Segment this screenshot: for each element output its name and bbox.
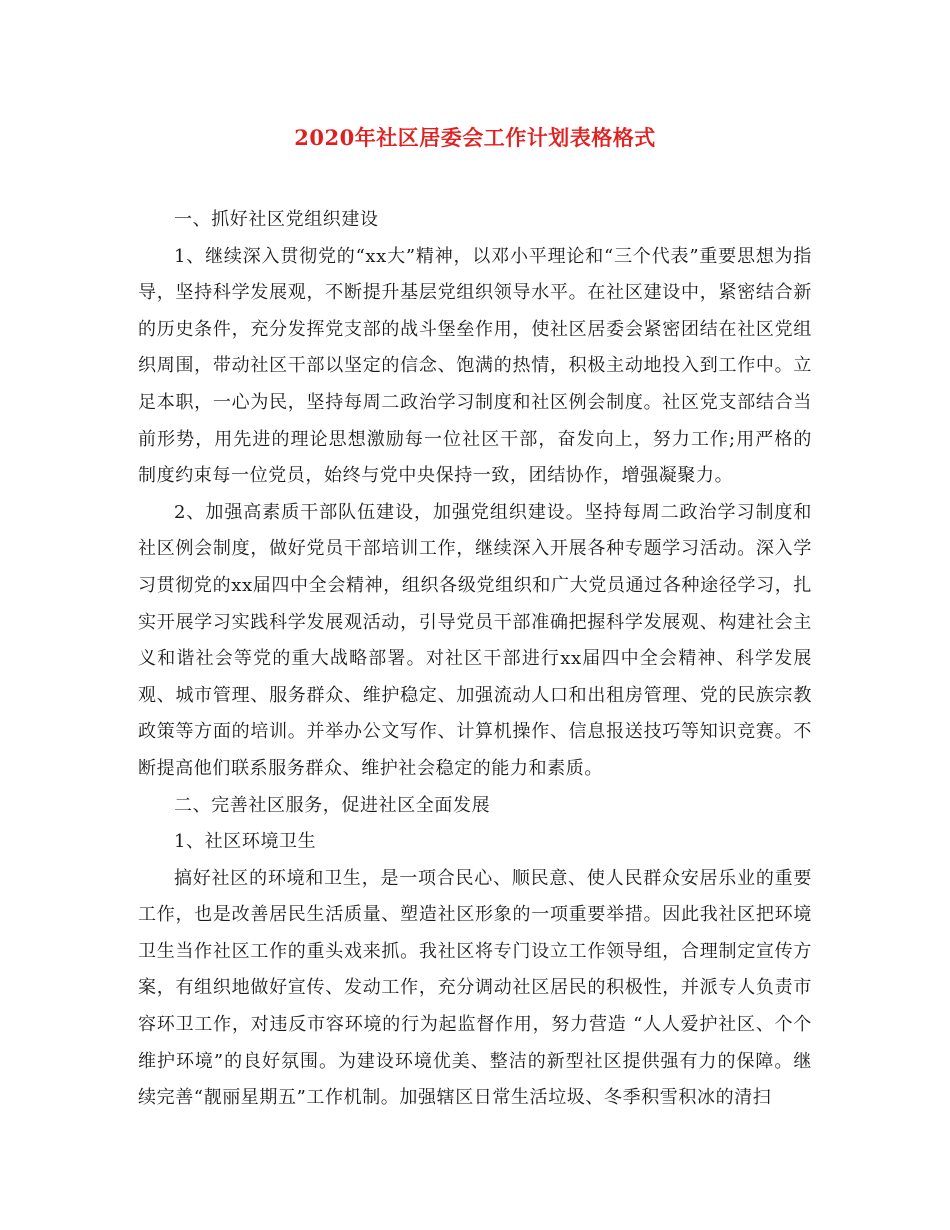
section-heading-party-building: 一、抓好社区党组织建设 — [174, 209, 379, 230]
document-title: 2020年社区居委会工作计划表格格式 — [294, 125, 656, 150]
paragraph-party-guidance: 1、继续深入贯彻党的“xx大”精神，以邓小平理论和“三个代表”重要思想为指导，坚持科学发展观，不断提升基层党组织领导水平。在社区建设中，紧密结合新的历史条件，充分发挥党支部的战斗堡垒作用，使社区居委会紧密团结在社区党组织周围，带动社区干部以坚定的信念、饱满的热情，积极主动地投入到工作中。立足本职，一心为民，坚持每周二政治学习制度和社区例会制度。社区党支部结合当前形势，用先进的理论思想激励每一位社区干部，奋发向上，努力工作;用严格的制度约束每一位党员，始终与党中央保持一致，团结协作，增强凝聚力。 — [138, 245, 812, 487]
paragraph-cadre-training: 2、加强高素质干部队伍建设，加强党组织建设。坚持每周二政治学习制度和社区例会制度，做好党员干部培训工作，继续深入开展各种专题学习活动。深入学习贯彻党的xx届四中全会精神，组织各级党组织和广大党员通过各种途径学习，扎实开展学习实践科学发展观活动，引导党员干部准确把握科学发展观、构建社会主义和谐社会等党的重大战略部署。对社区干部进行xx届四中全会精神、科学发展观、城市管理、服务群众、维护稳定、加强流动人口和出租房管理、党的民族宗教政策等方面的培训。并举办公文写作、计算机操作、信息报送技巧等知识竞赛。不断提高他们联系服务群众、维护社会稳定的能力和素质。 — [138, 501, 812, 779]
section-heading-community-service: 二、完善社区服务，促进社区全面发展 — [174, 794, 491, 816]
subheading-environment-hygiene: 1、社区环境卫生 — [174, 831, 317, 853]
paragraph-environment-hygiene: 搞好社区的环境和卫生，是一项合民心、顺民意、使人民群众安居乐业的重要工作，也是改善居民生活质量、塑造社区形象的一项重要举措。因此我社区把环境卫生当作社区工作的重头戏来抓。我社区将专门设立工作领导组，合理制定宣传方案，有组织地做好宣传、发动工作，充分调动社区居民的积极性，并派专人负责市容环卫工作，对违反市容环境的行为起监督作用，努力营造 “人人爱护社区、个个维护环境”的良好氛围。为建设环境优美、整洁的新型社区提供强有力的保障。继续完善“靓丽星期五”工作机制。加强辖区日常生活垃圾、冬季积雪积冰的清扫 — [138, 867, 812, 1109]
